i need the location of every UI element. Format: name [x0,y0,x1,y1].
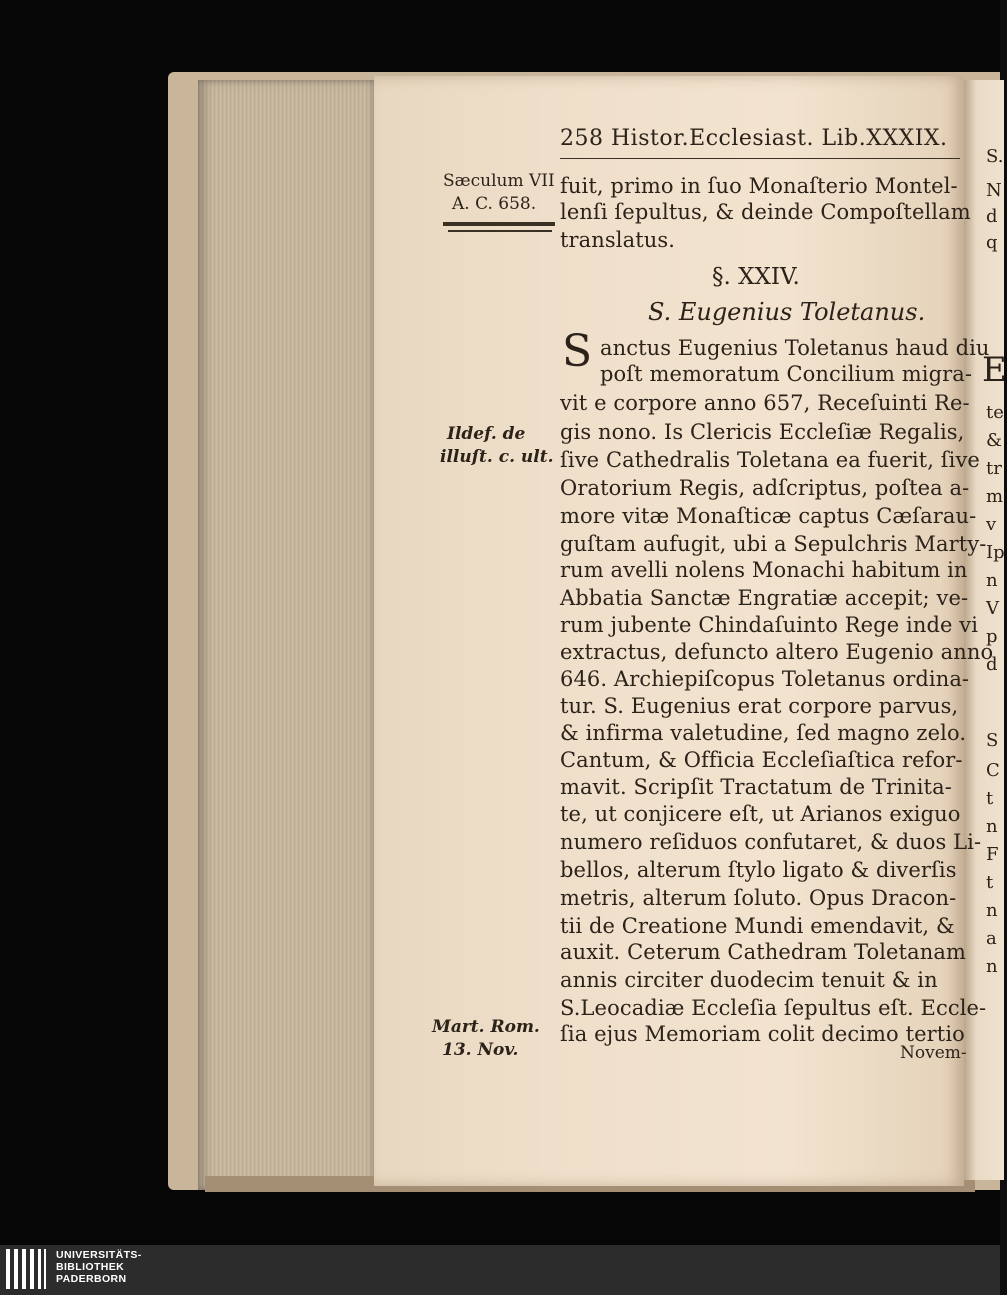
facing-page-fragment: E [982,350,1007,390]
head-rule [560,158,960,159]
facing-page-fragment: Ip [986,542,1005,563]
body-line: 646. Archiepiſcopus Toletanus ordina- [560,667,970,691]
body-line: Abbatia Sanctæ Engratiæ accepit; ve- [560,586,969,610]
facing-page-fragment: S. [986,146,1004,167]
library-footer [0,1245,1000,1295]
facing-page-fragment: F [986,844,999,865]
facing-page-fragment: te [986,402,1004,423]
body-line: tii de Creatione Mundi emendavit, & [560,914,955,938]
margin-year: A. C. 658. [452,194,537,214]
facing-page-fragment: p [986,626,998,647]
facing-page-fragment: & [986,430,1003,451]
body-line: poſt memoratum Concilium migra- [600,362,973,386]
facing-page-fragment: n [986,570,998,591]
body-line: Cantum, & Officia Eccleſiaſtica refor- [560,748,963,772]
section-number: §. XXIV. [712,264,800,290]
body-line: ſive Cathedralis Toletana ea fuerit, ſive [560,448,980,472]
margin-century: Sæculum VII [443,171,555,191]
facing-page-fragment: C [986,760,1000,781]
body-line: auxit. Ceterum Cathedram Toletanam [560,940,966,964]
facing-page-fragment: d [986,206,998,227]
body-line: & infirma valetudine, ſed magno zelo. [560,721,967,745]
library-logo-icon [6,1249,48,1291]
facing-page-fragment: t [986,788,994,809]
body-line: vit e corpore anno 657, Receſuinti Re- [560,391,970,415]
page-block-edges [198,80,376,1190]
facing-page-fragment: n [986,816,998,837]
body-line: numero reſiduos confutaret, & duos Li- [560,830,982,854]
section-title: S. Eugenius Toletanus. [648,298,926,326]
body-line: lenſi ſepultus, & deinde Compoſtellam [560,200,971,224]
body-line: annis circiter duodecim tenuit & in [560,968,938,992]
body-line: S.Leocadiæ Eccleſia ſepultus eſt. Eccle- [560,996,987,1020]
body-line: gis nono. Is Clericis Eccleſiæ Regalis, [560,420,965,444]
body-line: extractus, defuncto altero Eugenio anno [560,640,994,664]
body-line: fuit, primo in ſuo Monaſterio Montel- [560,174,958,198]
body-line: tur. S. Eugenius erat corpore parvus, [560,694,959,718]
margin-reference-ildef-2: illuſt. c. ult. [440,447,554,467]
body-line: anctus Eugenius Toletanus haud diu [600,336,990,360]
body-line: te, ut conjicere eſt, ut Arianos exiguo [560,802,961,826]
margin-rule [443,222,555,226]
body-line: rum avelli nolens Monachi habitum in [560,558,968,582]
facing-page-fragment: V [986,598,999,619]
body-line: metris, alterum ſoluto. Opus Dracon- [560,886,957,910]
catchword: Novem- [900,1043,967,1063]
facing-page-fragment: n [986,900,998,921]
body-line: more vitæ Monaſticæ captus Cæſarau- [560,504,977,528]
running-head: 258 Histor.Ecclesiast. Lib.XXXIX. [560,126,948,151]
margin-reference-ildef: Ildef. de [447,424,526,444]
facing-page-fragment: a [986,928,997,949]
body-line: Oratorium Regis, adſcriptus, poſtea a- [560,476,970,500]
facing-page-fragment: d [986,654,998,675]
library-name [56,1249,142,1285]
facing-page-fragment: m [986,486,1004,507]
body-line: ſia ejus Memoriam colit decimo tertio [560,1022,965,1046]
facing-page-fragment: N [986,180,1002,201]
facing-page-fragment: t [986,872,994,893]
margin-reference-date: 13. Nov. [442,1040,519,1060]
facing-page-fragment: v [986,514,997,535]
facing-page-fragment: tr [986,458,1002,479]
facing-page-fragment: n [986,956,998,977]
body-line: bellos, alterum ſtylo ligato & diverſis [560,858,957,882]
margin-rule-thin [448,230,552,232]
library-name-line2: BIBLIOTHEK [56,1261,125,1273]
body-line: rum jubente Chindaſuinto Rege inde vi [560,613,979,637]
drop-capital: S [562,326,593,377]
margin-reference-martyrology: Mart. Rom. [432,1017,540,1037]
body-line: mavit. Scripſit Tractatum de Trinita- [560,775,952,799]
facing-page-fragment: S [986,730,999,751]
body-line: guſtam aufugit, ubi a Sepulchris Marty- [560,532,987,556]
facing-page-fragment: q [986,232,998,253]
library-name-line3: PADERBORN [56,1273,127,1285]
body-line: translatus. [560,228,676,252]
library-name-line1: UNIVERSITÄTS- [56,1249,142,1261]
